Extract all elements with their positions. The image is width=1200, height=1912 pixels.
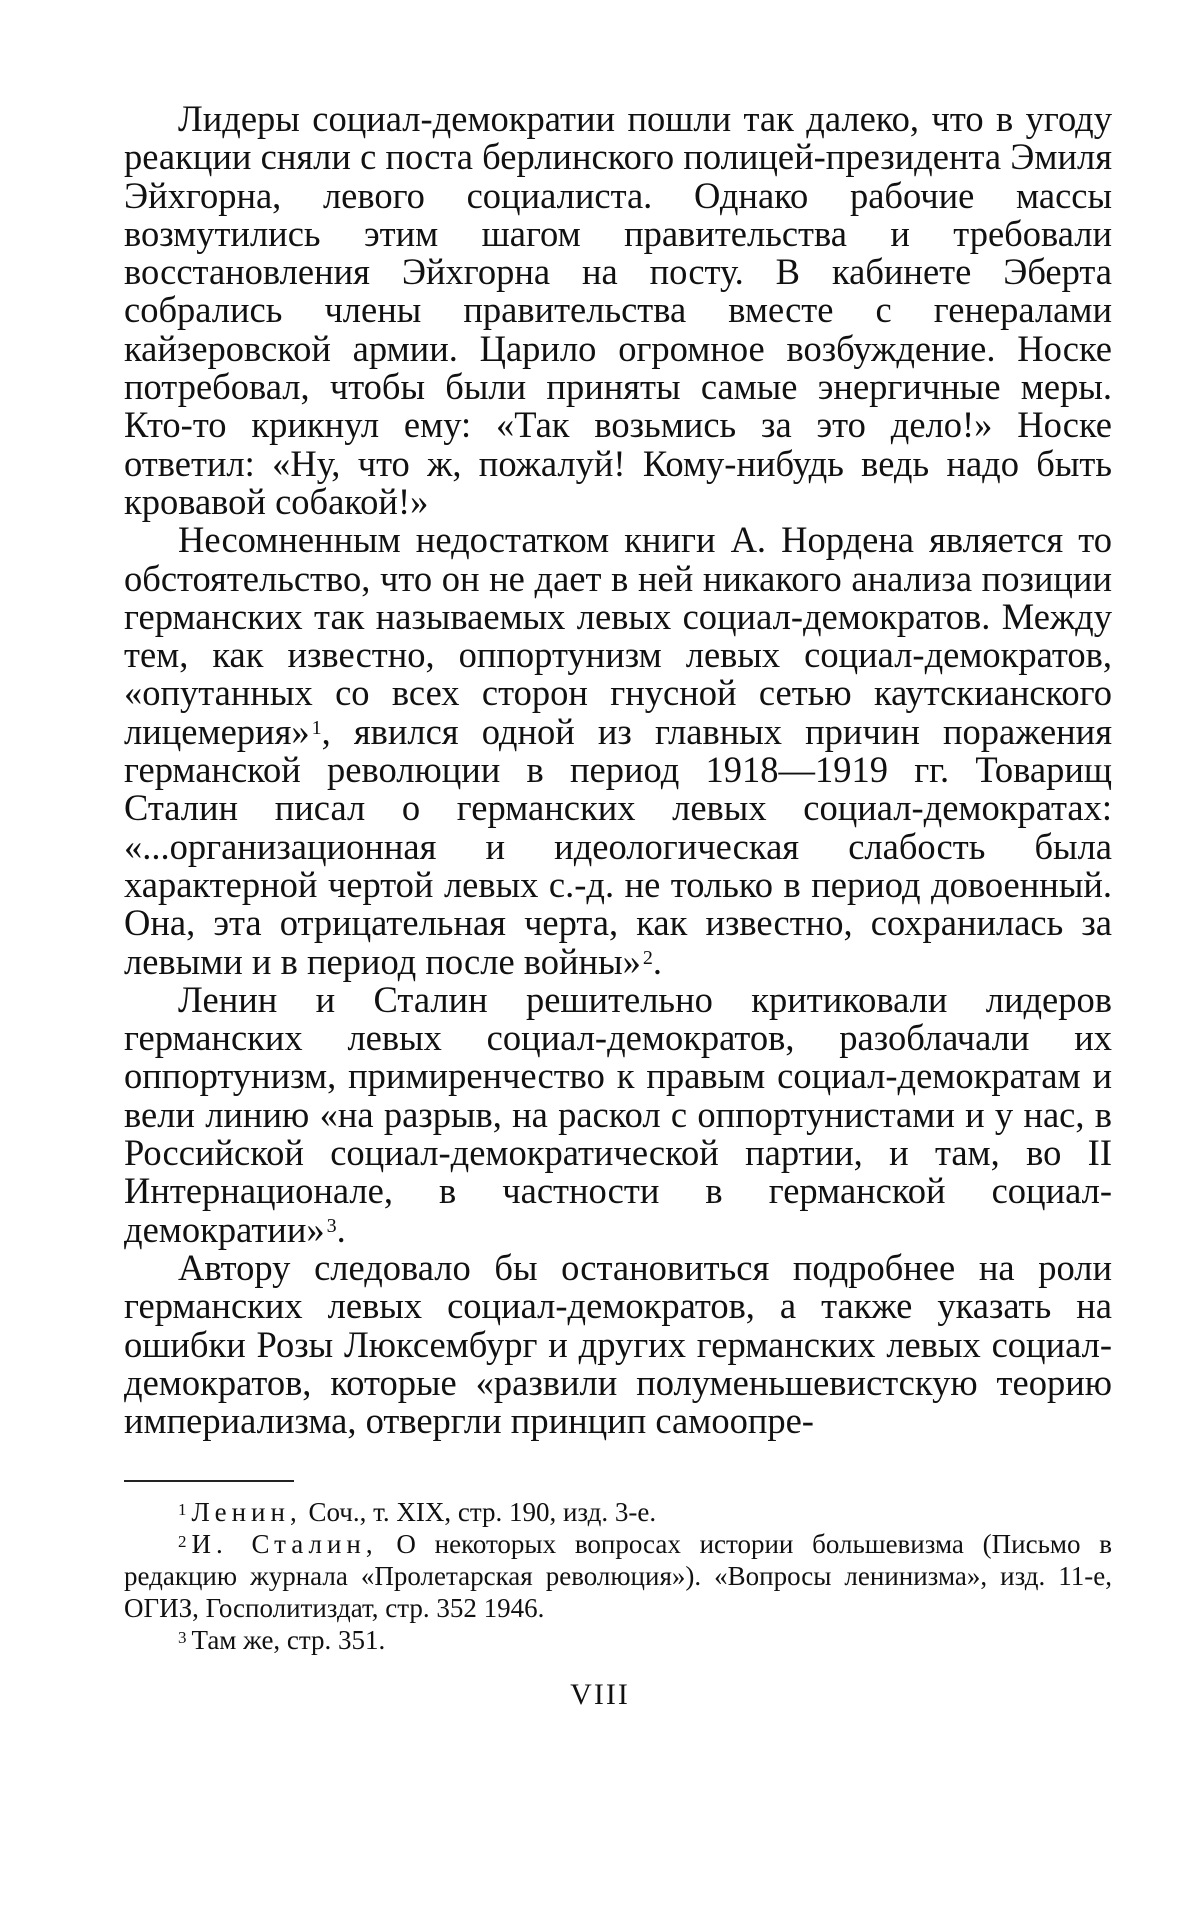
footnote-3-mark: 3 [178, 1628, 187, 1647]
paragraph-3 [124, 978, 1112, 1250]
footnote-1 [124, 1496, 1112, 1528]
paragraph-3-text: Ленин и Сталин решительно критиковали лидеров германских левых социал-демократов, разоблачали их оппортунизм, примиренчество к правым социал-демократам и вели линию «на разрыв, на раскол с оппортунистами и у нас, в Российской социал-демократической партии, и там, во II Интернационале, в частности в германской социал-демократии» [124, 978, 1112, 1250]
paragraph-1-text: Лидеры социал-демократии пошли так далеко, что в угоду реакции сняли с поста берлинского полицей-президента Эмиля Эйхгорна, левого социалиста. Однако рабочие массы возмутились этим шагом правительства и требовали восстановления Эйхгорна на посту. В кабинете Эберта собрались члены правительства вместе с генералами кайзеровской армии. Царило огромное возбуждение. Носке потребовал, чтобы были приняты самые энергичные меры. Кто-то крикнул ему: «Так возьмись за это дело!» Носке ответил: «Ну, что ж, пожалуй! Кому-нибудь ведь надо быть кровавой собакой!» [124, 98, 1112, 522]
footnote-3 [124, 1624, 1112, 1656]
footnote-1-mark: 1 [178, 1500, 187, 1519]
paragraph-4-text: Автору следовало бы остановиться подробнее на роли германских левых социал-демократов, а также указать на ошибки Розы Люксембург и других германских левых социал-демократов, которые «развили полуменьшевистскую теорию империализма, отвергли принцип самоопре- [124, 1246, 1112, 1442]
footnote-divider [124, 1480, 294, 1482]
footnote-1-author: Ленин, [191, 1497, 302, 1527]
footnote-2-mark: 2 [178, 1532, 187, 1551]
paragraph-1 [124, 100, 1112, 521]
paragraph-2-end: . [652, 940, 662, 982]
paragraph-4 [124, 1246, 1112, 1442]
page-number: VIII [570, 1678, 630, 1711]
footnote-2-text: О некоторых вопросах истории большевизма (Письмо в редакцию журнала «Пролетарская революция»). «Вопросы ленинизма», изд. 11-е, ОГИЗ, Госполитиздат, стр. 352 1946. [124, 1529, 1113, 1623]
footnote-ref-1[interactable]: 1 [311, 716, 322, 739]
paragraph-2-text-continued: , явился одной из главных причин поражения германской революции в период 1918—1919 гг. Товарищ Сталин писал о германских левых социал-демократах: «...организационная и идеологическая слабость была характерной чертой левых с.-д. не только в период довоенный. Она, эта отрицательная черта, как известно, сохранилась за левыми и в период после войны» [124, 710, 1112, 982]
paragraph-3-end: . [336, 1208, 346, 1250]
footnote-3-text: Там же, стр. 351. [191, 1625, 386, 1655]
footnote-2-author: И. Сталин, [191, 1529, 378, 1559]
body-text [124, 100, 1112, 1440]
footnote-ref-3[interactable]: 3 [326, 1214, 337, 1237]
paragraph-2 [124, 521, 1112, 981]
paragraph-2-text: Несомненным недостатком книги А. Нордена является то обстоятельство, что он не дает в ней никакого анализа позиции германских так называемых левых социал-демократов. Между тем, как известно, оппортунизм левых социал-демократов, «опутанных со всех сторон гнусной сетью каутскианского лицемерия» [124, 519, 1112, 752]
footnote-ref-2[interactable]: 2 [642, 946, 653, 969]
footnotes [124, 1496, 1112, 1656]
footnote-1-text: Соч., т. XIX, стр. 190, изд. 3-е. [308, 1497, 657, 1527]
footnote-2 [124, 1528, 1112, 1624]
